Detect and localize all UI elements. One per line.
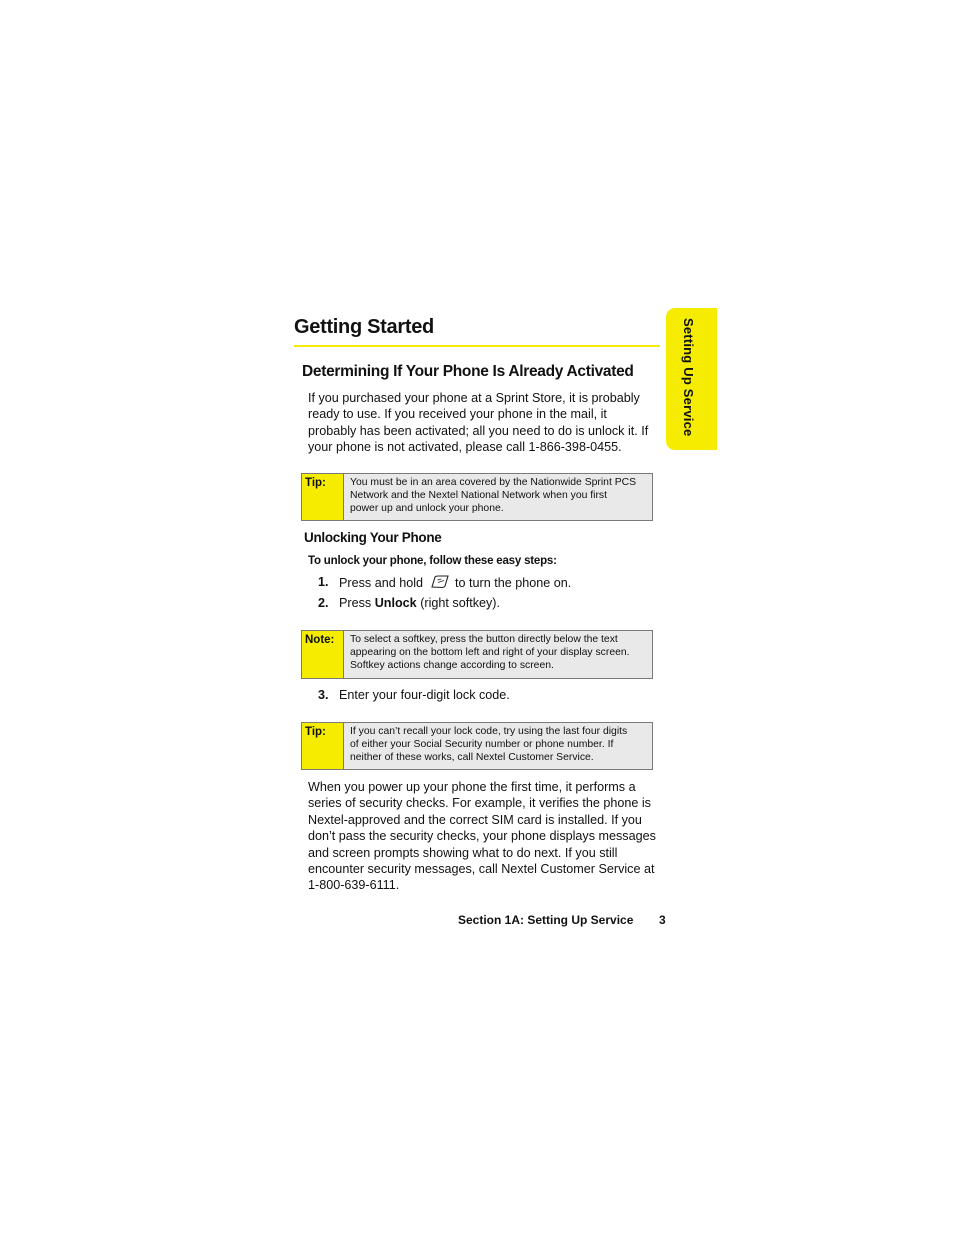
- softkey-name: Unlock: [374, 596, 417, 610]
- section-heading: Determining If Your Phone Is Already Activated: [302, 363, 634, 380]
- step-text-before: Press and hold: [339, 576, 424, 590]
- note-line: Softkey actions change according to screen.: [350, 660, 554, 672]
- step-text: Enter your four-digit lock code.: [339, 688, 510, 702]
- step-3: [318, 688, 618, 706]
- step-text-after: (right softkey).: [420, 596, 500, 610]
- note-line: To select a softkey, press the button directly below the text: [350, 634, 618, 645]
- footer-page-number: 3: [659, 913, 666, 927]
- subheading: Unlocking Your Phone: [304, 530, 442, 545]
- footer-section-title: Section 1A: Setting Up Service: [458, 913, 634, 927]
- intro-line: ready to use. If you received your phone in the mail, it: [308, 407, 607, 422]
- closing-line: series of security checks. For example, it verifies the phone is: [308, 796, 651, 811]
- title-underline: [294, 345, 660, 347]
- closing-line: and screen prompts showing what to do next. If you still: [308, 845, 618, 860]
- tip-line: Network and the Nextel National Network when you first: [350, 490, 607, 502]
- closing-line: 1-800-639-6111.: [308, 878, 400, 893]
- tip-label: Tip:: [302, 723, 344, 769]
- tip-box: [301, 722, 653, 770]
- step-number: 2.: [318, 596, 329, 610]
- closing-line: encounter security messages, call Nextel Customer Service at: [308, 862, 655, 877]
- step-number: 1.: [318, 575, 329, 589]
- page-title: Getting Started: [294, 316, 434, 338]
- closing-line: Nextel-approved and the correct SIM card is installed. If you: [308, 812, 642, 827]
- closing-line: don’t pass the security checks, your phone displays messages: [308, 829, 656, 844]
- intro-line: probably has been activated; all you need to do is unlock it. If: [308, 423, 649, 438]
- intro-paragraph: [308, 390, 660, 456]
- step-text: [339, 596, 500, 610]
- tip-text: [344, 723, 633, 769]
- tip-line: You must be in an area covered by the Nationwide Sprint PCS: [350, 477, 637, 488]
- tip-line: neither of these works, call Nextel Customer Service.: [350, 752, 594, 764]
- tip-box: [301, 473, 653, 521]
- side-tab: [666, 308, 717, 450]
- step-number: 3.: [318, 688, 329, 702]
- tip-text: [344, 474, 642, 520]
- power-end-key-icon: [429, 575, 450, 589]
- tip-line: If you can’t recall your lock code, try using the last four digits: [350, 726, 628, 737]
- step-2: [318, 596, 618, 614]
- closing-paragraph: [308, 779, 660, 894]
- note-text: [344, 631, 636, 678]
- step-text-after: to turn the phone on.: [455, 576, 572, 590]
- step-1: [318, 575, 618, 593]
- note-label: Note:: [302, 631, 344, 678]
- tip-line: of either your Social Security number or phone number. If: [350, 739, 614, 751]
- note-line: appearing on the bottom left and right of your display screen.: [350, 647, 630, 659]
- closing-line: When you power up your phone the first time, it performs a: [308, 780, 636, 794]
- side-tab-label: Setting Up Service: [681, 318, 696, 437]
- intro-line: If you purchased your phone at a Sprint Store, it is probably: [308, 391, 640, 405]
- note-box: [301, 630, 653, 679]
- tip-line: power up and unlock your phone.: [350, 503, 504, 515]
- steps-intro: To unlock your phone, follow these easy steps:: [308, 555, 557, 567]
- step-text: [339, 575, 571, 590]
- intro-line: your phone is not activated, please call 1-866-398-0455.: [308, 440, 622, 455]
- tip-label: Tip:: [302, 474, 344, 520]
- step-text-before: Press: [339, 596, 372, 610]
